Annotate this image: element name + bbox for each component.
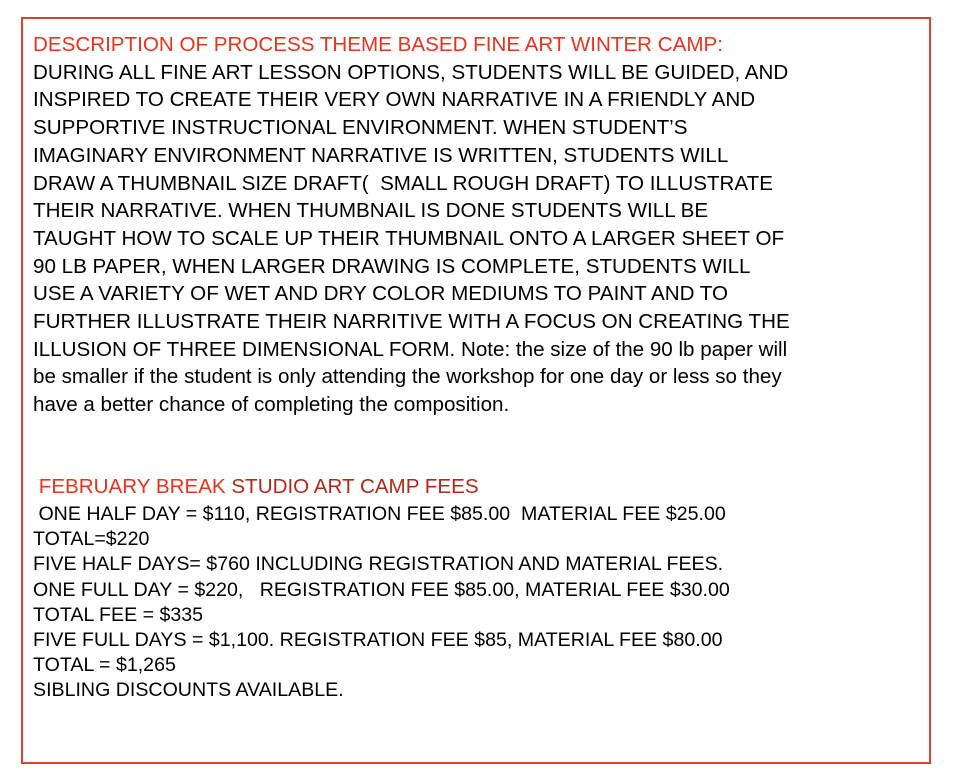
- camp-fees: [33, 473, 923, 704]
- description-line: INSPIRED TO CREATE THEIR VERY OWN NARRATIVE IN A FRIENDLY AND: [33, 88, 756, 112]
- process-description: [33, 31, 923, 419]
- fee-line: TOTAL = $1,265: [33, 654, 176, 677]
- fee-line: FIVE HALF DAYS= $760 INCLUDING REGISTRATION AND MATERIAL FEES.: [33, 553, 724, 576]
- fees-heading: [33, 473, 923, 501]
- fees-heading-break: FEBRUARY BREAK: [38, 475, 226, 498]
- description-heading: DESCRIPTION OF PROCESS THEME BASED FINE ART WINTER CAMP:: [33, 33, 723, 56]
- fee-line: SIBLING DISCOUNTS AVAILABLE.: [33, 679, 344, 702]
- description-line: SUPPORTIVE INSTRUCTIONAL ENVIRONMENT. WHEN STUDENT’S: [33, 116, 688, 140]
- fee-line: FIVE FULL DAYS = $1,100. REGISTRATION FEE $85, MATERIAL FEE $80.00: [33, 629, 723, 652]
- description-line: TAUGHT HOW TO SCALE UP THEIR THUMBNAIL ONTO A LARGER SHEET OF: [33, 226, 785, 250]
- fee-line: TOTAL FEE = $335: [33, 603, 204, 626]
- description-line: have a better chance of completing the composition.: [33, 393, 510, 417]
- fee-line: ONE HALF DAY = $110, REGISTRATION FEE $85.00 MATERIAL FEE $25.00: [33, 503, 726, 525]
- description-line: IMAGINARY ENVIRONMENT NARRATIVE IS WRITTEN, STUDENTS WILL: [33, 143, 729, 167]
- fees-heading-title: STUDIO ART CAMP FEES: [225, 475, 479, 498]
- description-line: DRAW A THUMBNAIL SIZE DRAFT( SMALL ROUGH DRAFT) TO ILLUSTRATE: [33, 171, 773, 195]
- description-line: FURTHER ILLUSTRATE THEIR NARRITIVE WITH A FOCUS ON CREATING THE: [33, 310, 790, 334]
- fee-line: ONE FULL DAY = $220, REGISTRATION FEE $85.00, MATERIAL FEE $30.00: [33, 578, 730, 601]
- description-line: 90 LB PAPER, WHEN LARGER DRAWING IS COMPLETE, STUDENTS WILL: [33, 254, 751, 278]
- description-line: ILLUSION OF THREE DIMENSIONAL FORM. Note: the size of the 90 lb paper will: [33, 337, 788, 361]
- description-line: USE A VARIETY OF WET AND DRY COLOR MEDIUMS TO PAINT AND TO: [33, 282, 729, 306]
- fee-line: TOTAL=$220: [33, 528, 150, 551]
- description-line: THEIR NARRATIVE. WHEN THUMBNAIL IS DONE STUDENTS WILL BE: [33, 199, 709, 223]
- description-line: be smaller if the student is only attending the workshop for one day or less so they: [33, 365, 782, 389]
- description-line: DURING ALL FINE ART LESSON OPTIONS, STUDENTS WILL BE GUIDED, AND: [33, 60, 789, 84]
